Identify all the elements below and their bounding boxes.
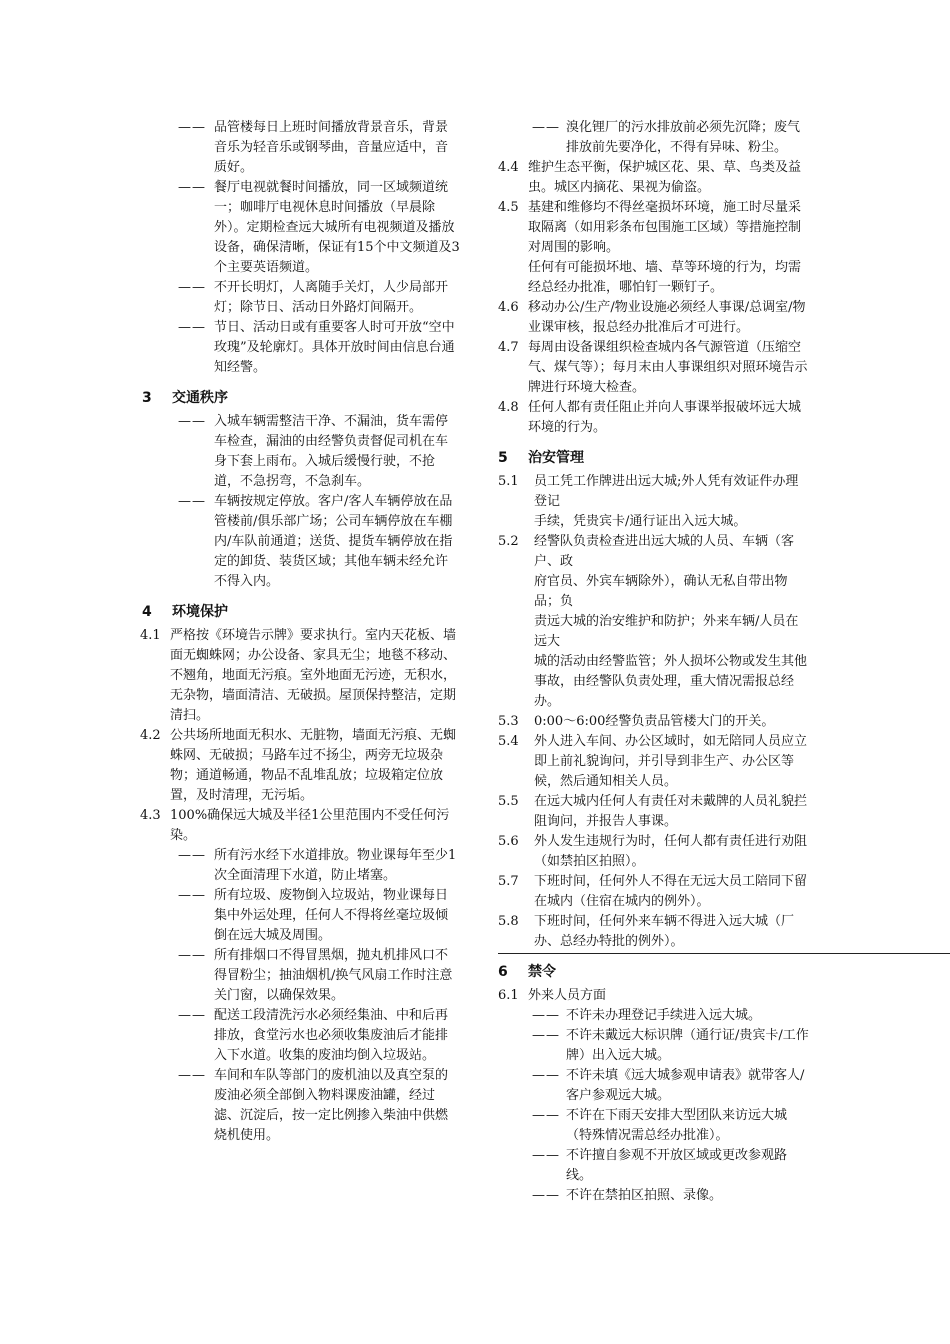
section-heading-environment xyxy=(142,602,460,622)
clause-number: 5.8 xyxy=(498,914,519,929)
numbered-clause xyxy=(498,732,810,792)
clause-text: 100%确保远大城及半径1公里范围内不受任何污染。 xyxy=(170,808,450,843)
dash-marker: —— xyxy=(532,1108,560,1123)
list-item xyxy=(142,1066,460,1146)
list-item-text: 溴化锂厂的污水排放前必须先沉降；废气排放前先要净化，不得有异味、粉尘。 xyxy=(566,120,801,155)
dash-marker: —— xyxy=(178,320,206,335)
list-item-text: 所有污水经下水道排放。物业课每年至少1次全面清理下水道，防止堵塞。 xyxy=(214,848,457,883)
section-number: 4 xyxy=(142,604,152,620)
clause-text: 经警队负责检查进出远大城的人员、车辆（客户、政 xyxy=(534,534,795,569)
list-item xyxy=(498,1106,810,1146)
list-item xyxy=(498,118,810,158)
dash-marker: —— xyxy=(178,280,206,295)
numbered-clause xyxy=(498,532,810,572)
numbered-clause xyxy=(140,806,460,846)
clause-text: 下班时间，任何外人不得在无远大员工陪同下留在城内（住宿在城内的例外）。 xyxy=(534,874,808,909)
dash-marker: —— xyxy=(178,848,206,863)
clause-number: 5.4 xyxy=(498,734,519,749)
clause-continuation: 手续，凭贵宾卡/通行证出入远大城。 xyxy=(534,514,747,529)
clause-text: 维护生态平衡，保护城区花、果、草、鸟类及益虫。城区内摘花、果视为偷盗。 xyxy=(528,160,802,195)
horizontal-rule xyxy=(498,953,950,954)
list-item xyxy=(142,412,460,492)
clause-text: 员工凭工作牌进出远大城;外人凭有效证件办理登记 xyxy=(534,474,799,509)
clause-number: 4.6 xyxy=(498,300,519,315)
dash-marker: —— xyxy=(532,1008,560,1023)
clause-text: 任何人都有责任阻止并向人事课举报破坏远大城环境的行为。 xyxy=(528,400,802,435)
list-item-text: 不许擅自参观不开放区域或更改参观路线。 xyxy=(566,1148,788,1183)
clause-number: 4.8 xyxy=(498,400,519,415)
list-item-text: 车辆按规定停放。客户/客人车辆停放在品管楼前/俱乐部广场；公司车辆停放在车棚内/车队前通道；送货、提货车辆停放在指定的卸货、装货区域；其他车辆未经允许不得入内。 xyxy=(214,494,453,589)
clause-text: 外人进入车间、办公区域时，如无陪同人员应立即上前礼貌询问，并引导到非生产、办公区等候，然后通知相关人员。 xyxy=(534,734,808,789)
clause-text: 下班时间，任何外来车辆不得进入远大城（厂办、总经办特批的例外）。 xyxy=(534,914,795,949)
dash-marker: —— xyxy=(532,1148,560,1163)
section-heading-security xyxy=(498,448,810,468)
list-item-text: 车间和车队等部门的废机油以及真空泵的废油必须全部倒入物料课废油罐，经过滤、沉淀后，按一定比例掺入柴油中供燃烧机使用。 xyxy=(214,1068,449,1143)
dash-marker: —— xyxy=(178,948,206,963)
clause-number: 5.6 xyxy=(498,834,519,849)
clause-text: 基建和维修均不得丝毫损坏环境，施工时尽量采取隔离（如用彩条布包围施工区域）等措施控制对周围的影响。 xyxy=(528,200,802,255)
section-heading-prohibitions xyxy=(498,962,810,982)
section-title: 交通秩序 xyxy=(172,390,228,406)
numbered-clause xyxy=(498,792,810,832)
list-item-text: 不许在禁拍区拍照、录像。 xyxy=(566,1188,723,1203)
list-item xyxy=(142,1006,460,1066)
section-number: 5 xyxy=(498,450,508,466)
clause-number: 4.3 xyxy=(140,808,161,823)
clause-text: 外来人员方面 xyxy=(528,988,607,1003)
list-item xyxy=(498,1066,810,1106)
numbered-clause xyxy=(498,198,810,258)
list-item-text: 节日、活动日或有重要客人时可开放“空中玫瑰”及轮廓灯。具体开放时间由信息台通知经警。 xyxy=(214,320,455,375)
clause-number: 4.1 xyxy=(140,628,161,643)
clause-continuation: 府官员、外宾车辆除外），确认无私自带出物品；负 xyxy=(534,574,788,609)
numbered-clause xyxy=(498,472,810,512)
clause-text: 外人发生违规行为时，任何人都有责任进行劝阻（如禁拍区拍照）。 xyxy=(534,834,808,869)
section-number: 6 xyxy=(498,964,508,980)
clause-continuation: 城的活动由经警监管；外人损坏公物或发生其他 xyxy=(534,654,808,669)
list-item-text: 不许未戴远大标识牌（通行证/贵宾卡/工作牌）出入远大城。 xyxy=(566,1028,809,1063)
list-item xyxy=(498,1186,810,1206)
dash-marker: —— xyxy=(178,180,206,195)
section-number: 3 xyxy=(142,390,152,406)
clause-number: 4.5 xyxy=(498,200,519,215)
list-item-text: 入城车辆需整洁干净、不漏油，货车需停车检查，漏油的由经警负责督促司机在车身下套上雨布。入城后缓慢行驶，不抢道，不急拐弯，不急刹车。 xyxy=(214,414,449,489)
clause-number: 5.7 xyxy=(498,874,519,889)
clause-number: 5.1 xyxy=(498,474,519,489)
clause-number: 5.2 xyxy=(498,534,519,549)
clause-continuation: 事故，由经警队负责处理，重大情况需报总经办。 xyxy=(534,674,795,709)
numbered-clause xyxy=(498,158,810,198)
dash-marker: —— xyxy=(178,414,206,429)
numbered-clause xyxy=(498,398,810,438)
section-heading-traffic xyxy=(142,388,460,408)
dash-marker: —— xyxy=(178,494,206,509)
numbered-clause xyxy=(498,986,810,1006)
numbered-clause xyxy=(498,712,810,732)
dash-marker: —— xyxy=(532,1068,560,1083)
numbered-clause xyxy=(498,832,810,872)
list-item xyxy=(142,118,460,178)
numbered-clause xyxy=(498,298,810,338)
clause-number: 5.3 xyxy=(498,714,519,729)
list-item xyxy=(498,1026,810,1066)
list-item xyxy=(142,946,460,1006)
clause-text: 公共场所地面无积水、无脏物，墙面无污痕、无蜘蛛网、无破损；马路车过不扬尘，两旁无垃圾杂物；通道畅通，物品不乱堆乱放；垃圾箱定位放置，及时清理，无污垢。 xyxy=(170,728,457,803)
numbered-clause xyxy=(498,338,810,398)
list-item xyxy=(142,886,460,946)
clause-number: 5.5 xyxy=(498,794,519,809)
dash-marker: —— xyxy=(532,1188,560,1203)
numbered-clause xyxy=(140,626,460,726)
list-item-text: 不许未填《远大城参观申请表》就带客人/客户参观远大城。 xyxy=(566,1068,805,1103)
clause-number: 4.7 xyxy=(498,340,519,355)
dash-marker: —— xyxy=(178,120,206,135)
list-item-text: 不开长明灯，人离随手关灯，人少局部开灯；除节日、活动日外路灯间隔开。 xyxy=(214,280,449,315)
list-item-text: 品管楼每日上班时间播放背景音乐，背景音乐为轻音乐或钢琴曲，音量应适中，音质好。 xyxy=(214,120,449,175)
list-item xyxy=(142,178,460,278)
list-item-text: 不许未办理登记手续进入远大城。 xyxy=(566,1008,762,1023)
section-title: 治安管理 xyxy=(528,450,584,466)
numbered-clause xyxy=(498,872,810,912)
list-item xyxy=(498,1006,810,1026)
clause-number: 4.4 xyxy=(498,160,519,175)
clause-continuation: 责远大城的治安维护和防护；外来车辆/人员在远大 xyxy=(534,614,799,649)
clause-text: 0:00～6:00经警负责品管楼大门的开关。 xyxy=(534,714,775,729)
list-item-text: 配送工段清洗污水必须经集油、中和后再排放，食堂污水也必须收集废油后才能排入下水道。收集的废油均倒入垃圾站。 xyxy=(214,1008,449,1063)
left-column xyxy=(142,118,460,1146)
right-column xyxy=(498,118,810,1206)
section-title: 禁令 xyxy=(528,964,556,980)
clause-number: 6.1 xyxy=(498,988,519,1003)
list-item xyxy=(498,1146,810,1186)
list-item-text: 所有排烟口不得冒黑烟，抛丸机排风口不得冒粉尘；抽油烟机/换气风扇工作时注意关门窗，以确保效果。 xyxy=(214,948,453,1003)
clause-continuation: 任何有可能损坏地、墙、草等环境的行为，均需经总经办批准，哪怕钉一颗钉子。 xyxy=(528,260,802,295)
dash-marker: —— xyxy=(178,1068,206,1083)
dash-marker: —— xyxy=(178,888,206,903)
list-item xyxy=(142,492,460,592)
list-item xyxy=(142,278,460,318)
dash-marker: —— xyxy=(532,1028,560,1043)
numbered-clause xyxy=(140,726,460,806)
numbered-clause xyxy=(498,912,810,952)
clause-text: 移动办公/生产/物业设施必须经人事课/总调室/物业课审核，报总经办批准后才可进行。 xyxy=(528,300,806,335)
section-title: 环境保护 xyxy=(172,604,228,620)
list-item xyxy=(142,318,460,378)
list-item-text: 不许在下雨天安排大型团队来访远大城（特殊情况需总经办批准）。 xyxy=(566,1108,788,1143)
list-item xyxy=(142,846,460,886)
clause-text: 严格按《环境告示牌》要求执行。室内天花板、墙面无蜘蛛网；办公设备、家具无尘；地毯不移动、不翘角，地面无污痕。室外地面无污迹，无积水，无杂物，墙面清洁、无破损。屋顶保持整洁，定期清扫。 xyxy=(170,628,457,723)
list-item-text: 所有垃圾、废物倒入垃圾站，物业课每日集中外运处理，任何人不得将丝毫垃圾倾倒在远大城及周围。 xyxy=(214,888,449,943)
clause-text: 每周由设备课组织检查城内各气源管道（压缩空气、煤气等）；每月末由人事课组织对照环境告示牌进行环境大检查。 xyxy=(528,340,808,395)
clause-text: 在远大城内任何人有责任对未戴牌的人员礼貌拦阻询问，并报告人事课。 xyxy=(534,794,808,829)
dash-marker: —— xyxy=(532,120,560,135)
dash-marker: —— xyxy=(178,1008,206,1023)
clause-number: 4.2 xyxy=(140,728,161,743)
list-item-text: 餐厅电视就餐时间播放，同一区域频道统一；咖啡厅电视休息时间播放（早晨除外）。定期检查远大城所有电视频道及播放设备，确保清晰，保证有15个中文频道及3个主要英语频道。 xyxy=(214,180,460,275)
